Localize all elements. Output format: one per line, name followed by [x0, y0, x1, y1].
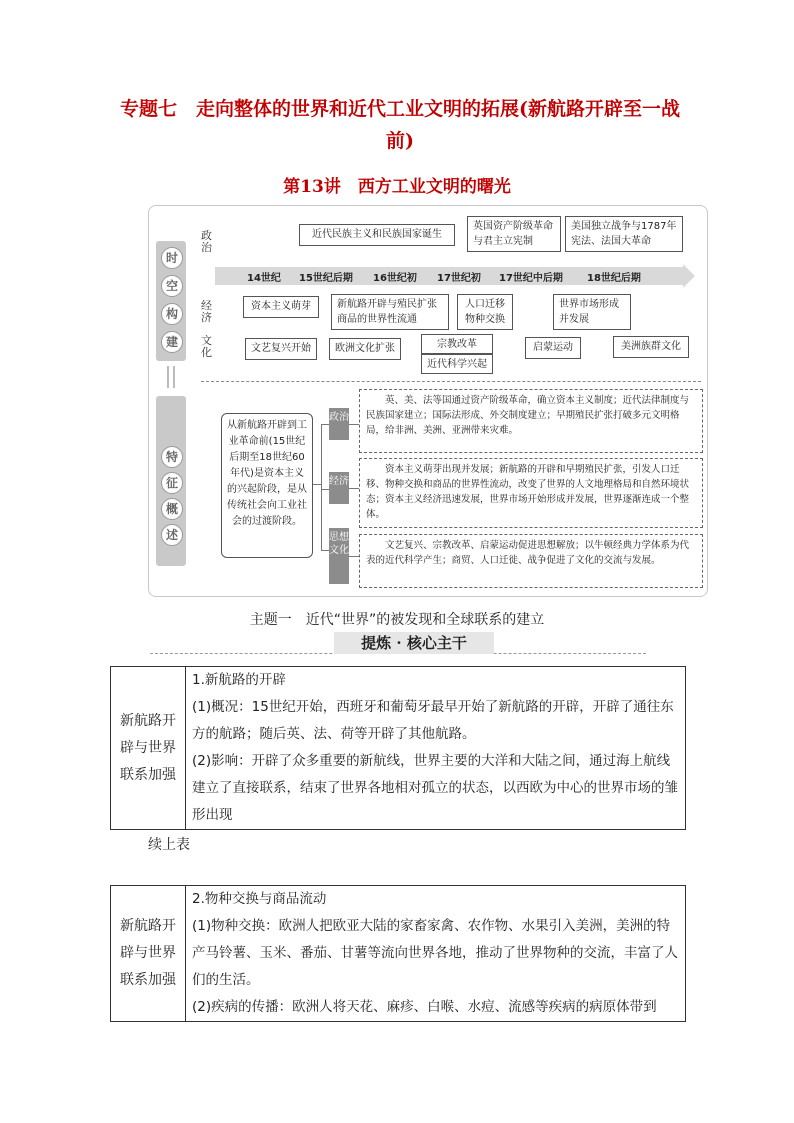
section-char: 空	[161, 275, 183, 297]
event-box: 欧洲文化扩张	[329, 338, 401, 360]
tag-politics: 政治	[329, 408, 349, 440]
event-box: 宗教改革	[421, 334, 493, 354]
event-box: 美国独立战争与1787年宪法、法国大革命	[565, 216, 683, 252]
section-char: 征	[161, 472, 183, 494]
table-line: (1)物种交换：欧洲人把欧亚大陆的家畜家禽、农作物、水果引入美洲，美洲的特产马铃薯、玉米、番茄、甘薯等流向世界各地，推动了世界物种的交流，丰富了人们的生活。	[192, 918, 678, 988]
event-box: 人口迁移物种交换	[457, 294, 513, 330]
topic-title-line1: 专题七 走向整体的世界和近代工业文明的拓展(新航路开辟至一战	[120, 98, 680, 120]
row-label-economy: 经济	[201, 299, 212, 324]
continued-label: 续上表	[148, 837, 190, 853]
section-char: 概	[161, 498, 183, 520]
event-box: 世界市场形成并发展	[553, 294, 631, 330]
core-banner: 提炼 · 核心主干	[334, 632, 494, 654]
content-table-1	[110, 666, 686, 830]
event-box: 启蒙运动	[525, 337, 581, 359]
section-char: 特	[161, 446, 183, 468]
section-char: 建	[161, 331, 183, 353]
timeline-tick: 17世纪中后期	[499, 273, 563, 284]
timeline-tick: 17世纪初	[437, 273, 481, 284]
row-label-politics: 政治	[201, 229, 212, 254]
section-strip-features	[156, 396, 186, 566]
table-line: (2)影响：开辟了众多重要的新航线，世界主要的大洋和大陆之间，通过海上航线建立了直接联系，结束了世界各地相对孤立的状态，以西欧为中心的世界市场的雏形出现	[192, 753, 678, 823]
event-box: 文艺复兴开始	[245, 338, 317, 360]
table-row-header: 新航路开辟与世界联系加强	[111, 886, 186, 1022]
table-cell-content	[186, 886, 686, 1022]
event-box: 美洲族群文化	[613, 336, 689, 358]
timeline-arrow	[683, 264, 695, 288]
timeline-tick: 14世纪	[247, 273, 281, 284]
event-box: 英国资产阶级革命与君主立宪制	[467, 216, 561, 252]
timeline-tick: 15世纪后期	[299, 273, 353, 284]
section-strip-timespace	[156, 241, 186, 361]
connector	[313, 484, 321, 485]
theme-title: 主题一 近代“世界”的被发现和全球联系的建立	[249, 612, 545, 628]
detail-thought-culture: 文艺复兴、宗教改革、启蒙运动促进思想解放；以牛顿经典力学体系为代表的近代科学产生；商贸、人口迁徙、战争促进了文化的交流与发展。	[359, 534, 703, 588]
tag-economy: 经济	[329, 472, 349, 504]
event-box: 近代民族主义和民族国家诞生	[299, 224, 455, 246]
connector	[321, 550, 329, 551]
table-line: (1)概况：15世纪开始，西班牙和葡萄牙最早开始了新航路的开辟，开辟了通往东方的航路；随后英、法、荷等开辟了其他航路。	[192, 699, 674, 742]
event-box: 近代科学兴起	[421, 354, 493, 374]
section-char: 时	[161, 247, 183, 269]
tag-thought-culture: 思想文化	[329, 528, 349, 584]
connector	[349, 556, 359, 557]
connector	[321, 424, 329, 425]
topic-title-line2: 前)	[386, 130, 414, 152]
timeline-tick: 16世纪初	[373, 273, 417, 284]
table-row-header: 新航路开辟与世界联系加强	[111, 667, 186, 830]
table-cell-content	[186, 667, 686, 830]
event-box: 资本主义萌芽	[243, 296, 319, 318]
content-table-2	[110, 885, 686, 1022]
connector	[321, 489, 329, 490]
connector	[321, 424, 322, 550]
timeline-tick: 18世纪后期	[587, 273, 641, 284]
event-box: 新航路开辟与殖民扩张商品的世界性流通	[331, 294, 449, 330]
overview-diagram	[148, 205, 708, 597]
detail-politics: 英、美、法等国通过资产阶级革命，确立资本主义制度；近代法律制度与民族国家建立；国际法形成、外交制度建立；早期殖民扩张打破多元文明格局，给非洲、美洲、亚洲带来灾难。	[359, 389, 703, 453]
summary-box: 从新航路开辟到工业革命前(15世纪后期至18世纪60年代)是资本主义的兴起阶段，是从传统社会向工业社会的过渡阶段。	[221, 413, 313, 558]
row-label-culture: 文化	[201, 334, 212, 359]
connector	[349, 424, 359, 425]
strip-connector	[167, 366, 175, 388]
table-line: (2)疾病的传播：欧洲人将天花、麻疹、白喉、水痘、流感等疾病的病原体带到	[192, 999, 657, 1015]
lecture-title: 第13讲 西方工业文明的曙光	[283, 177, 511, 197]
detail-economy: 资本主义萌芽出现并发展；新航路的开辟和早期殖民扩张，引发人口迁移、物种交换和商品的世界性流动，改变了世界的人文地理格局和自然环境状态；资本主义经济迅速发展，世界市场开始形成并发展，世界逐渐连成一个整体。	[359, 458, 703, 528]
table-line: 1.新航路的开辟	[192, 672, 286, 688]
section-char: 构	[161, 303, 183, 325]
table-line: 2.物种交换与商品流动	[192, 891, 327, 907]
connector	[349, 488, 359, 489]
section-divider	[201, 381, 701, 382]
section-char: 述	[161, 524, 183, 546]
